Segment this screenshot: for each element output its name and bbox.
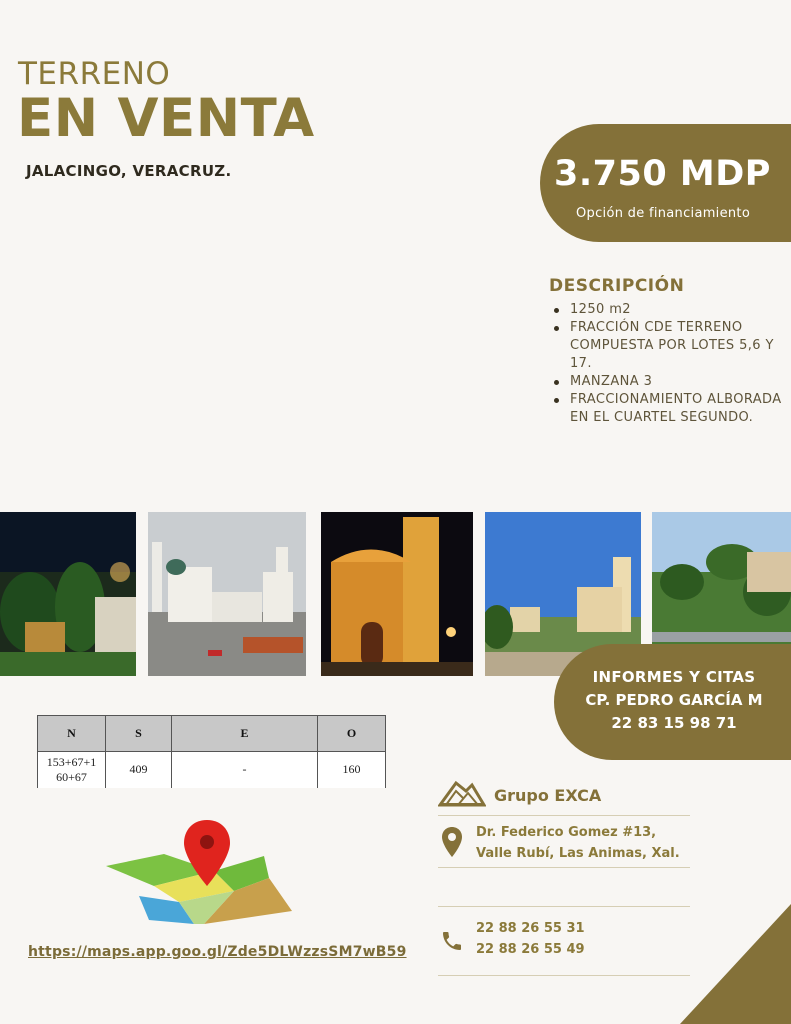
cathedral-day-photo (148, 512, 306, 676)
financing-note: Opción de financiamiento (576, 206, 751, 221)
measure-header-o: O (318, 716, 386, 752)
phone-number-1: 22 88 26 55 31 (476, 921, 585, 936)
phone-icon (440, 929, 464, 953)
measure-cell-o: 160 (318, 752, 386, 788)
contact-phone: 22 83 15 98 71 (611, 714, 737, 732)
measure-header-n: N (38, 716, 106, 752)
measure-cell-s: 409 (106, 752, 172, 788)
measure-cell-e: - (172, 752, 318, 788)
divider (438, 975, 690, 976)
map-link[interactable]: https://maps.app.goo.gl/Zde5DLWzzsSM7wB59 (28, 944, 407, 960)
title-small: TERRENO (18, 56, 171, 92)
divider (438, 867, 690, 868)
description-item: MANZANA 3 (553, 373, 791, 391)
contact-name: CP. PEDRO GARCÍA M (585, 691, 763, 709)
measure-header-s: S (106, 716, 172, 752)
description-item: FRACCIONAMIENTO ALBORADA EN EL CUARTEL SEGUNDO. (553, 391, 791, 427)
description-title: DESCRIPCIÓN (549, 276, 685, 296)
description-item: 1250 m2 (553, 301, 791, 319)
corner-decoration (680, 904, 791, 1024)
description-list (553, 301, 791, 427)
divider (438, 815, 690, 816)
measures-table (37, 715, 386, 788)
night-plaza-photo (0, 512, 136, 676)
map-illustration (104, 816, 294, 928)
address-line1: Dr. Federico Gomez #13, (476, 825, 657, 840)
address-line2: Valle Rubí, Las Animas, Xal. (476, 846, 680, 861)
contact-badge (554, 644, 791, 760)
phone-number-2: 22 88 26 55 49 (476, 942, 585, 957)
contact-title: INFORMES Y CITAS (592, 668, 756, 686)
divider (438, 906, 690, 907)
house-logo-icon (438, 777, 486, 807)
location-pin-icon (441, 826, 463, 858)
title-big: EN VENTA (17, 88, 315, 149)
company-name: Grupo EXCA (494, 786, 602, 805)
church-night-photo (321, 512, 473, 676)
price-amount: 3.750 MDP (554, 154, 771, 194)
description-item: FRACCIÓN CDE TERRENO COMPUESTA POR LOTES 5,6 Y 17. (553, 319, 791, 373)
price-badge (540, 124, 791, 242)
measure-cell-n: 153+67+1 60+67 (38, 752, 106, 788)
location-text: JALACINGO, VERACRUZ. (26, 162, 232, 180)
measure-header-e: E (172, 716, 318, 752)
